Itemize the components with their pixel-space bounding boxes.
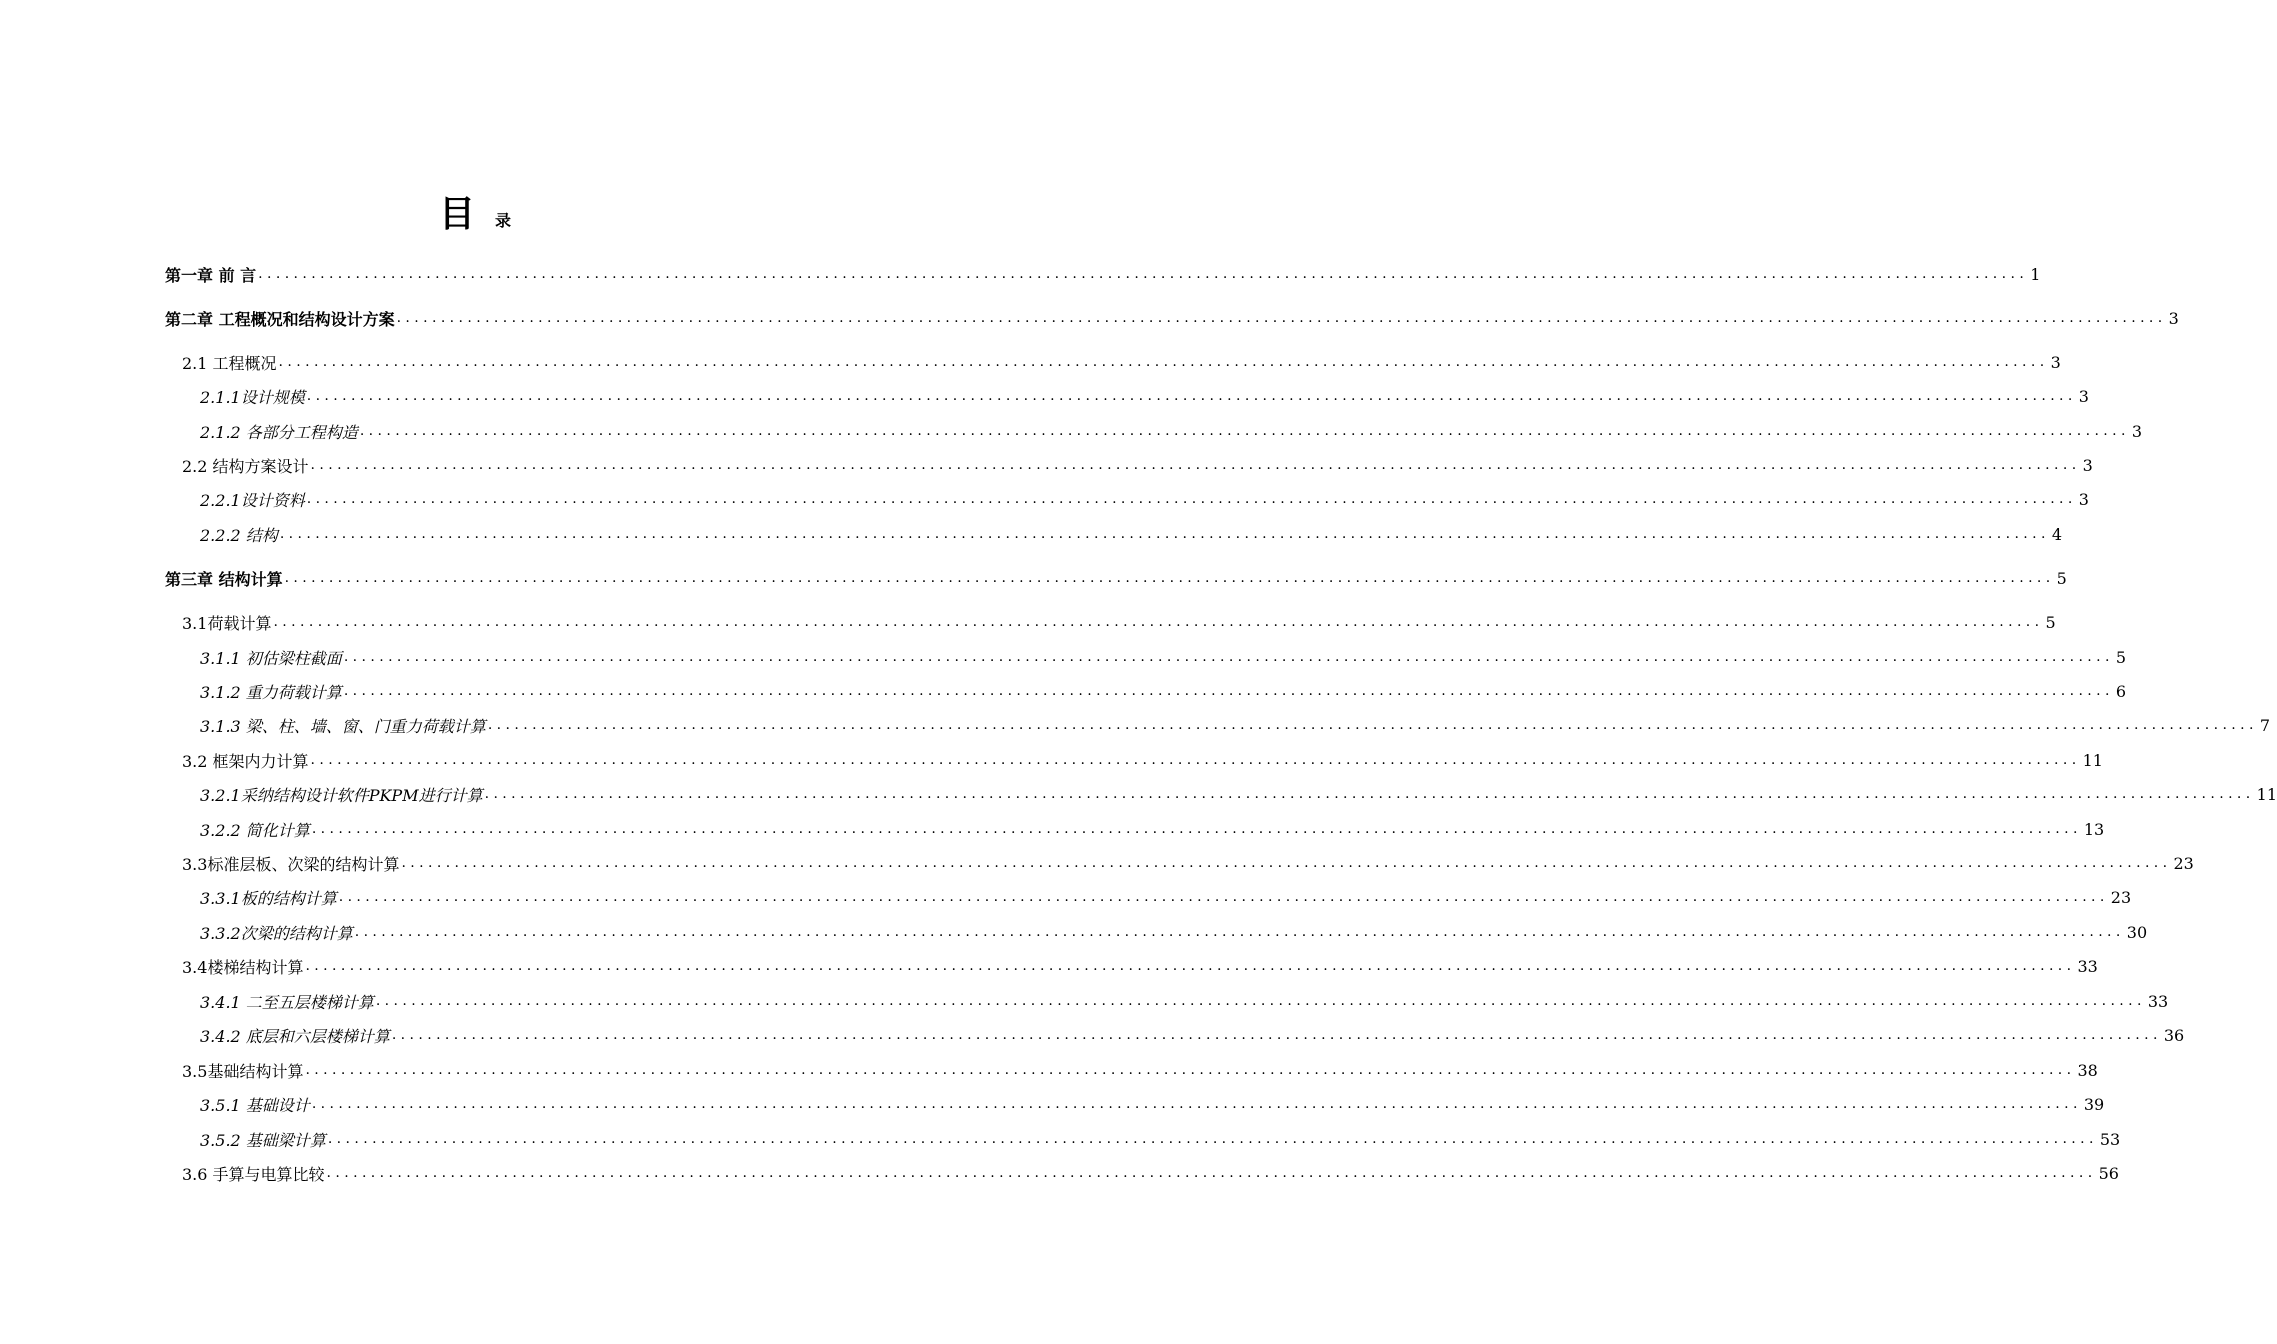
toc-entry[interactable] — [0, 350, 2061, 374]
toc-leader-dots: ........................................................................................................................................................................................................ — [305, 1062, 2076, 1078]
toc-leader-dots: ........................................................................................................................................................................................................ — [391, 1027, 2162, 1043]
toc-entry-page: 5 — [2045, 612, 2056, 632]
toc-leader-dots: ........................................................................................................................................................................................................ — [487, 717, 2258, 733]
toc-entry-label: 3.1.3 梁、柱、墙、窗、门重力荷载计算 — [200, 716, 486, 736]
toc-entry-page: 38 — [2077, 1060, 2098, 1080]
toc-leader-dots: ........................................................................................................................................................................................................ — [484, 786, 2255, 802]
toc-leader-dots: ........................................................................................................................................................................................................ — [310, 457, 2081, 473]
toc-entry-label: 2.2.2 结构 — [200, 525, 278, 545]
toc-entry[interactable] — [0, 1127, 2121, 1151]
toc-entry-label: 3.1荷载计算 — [182, 613, 272, 633]
toc-entry-label: 第一章 前 言 — [165, 265, 257, 285]
toc-entry-label: 2.2 结构方案设计 — [182, 456, 309, 476]
toc-entry-label: 3.3.1板的结构计算 — [200, 888, 337, 908]
toc-entry[interactable] — [0, 487, 2089, 511]
toc-entry-label: 3.2 框架内力计算 — [182, 751, 309, 771]
toc-entry-page: 33 — [2147, 991, 2169, 1011]
toc-entry[interactable] — [0, 1058, 2098, 1082]
toc-entry-page: 7 — [2259, 715, 2271, 735]
toc-entry-label: 3.5.2 基础梁计算 — [200, 1130, 326, 1150]
toc-entry-label: 3.3标准层板、次梁的结构计算 — [182, 854, 400, 874]
toc-entry-label: 3.6 手算与电算比较 — [182, 1164, 325, 1184]
toc-leader-dots: ........................................................................................................................................................................................................ — [306, 388, 2077, 404]
toc-entry-label: 第三章 结构计算 — [165, 569, 283, 589]
toc-entry[interactable] — [0, 1092, 2105, 1116]
toc-entry[interactable] — [0, 851, 2194, 875]
toc-leader-dots: ........................................................................................................................................................................................................ — [284, 570, 2055, 586]
toc-leader-dots: ........................................................................................................................................................................................................ — [258, 266, 2029, 282]
toc-entry[interactable] — [0, 713, 2271, 737]
toc-entry-page: 3 — [2078, 489, 2089, 509]
toc-entry-label: 3.2.1采纳结构设计软件PKPM进行计算 — [200, 785, 483, 805]
toc-leader-dots: ........................................................................................................................................................................................................ — [305, 958, 2076, 974]
toc-entry-page: 56 — [2098, 1163, 2119, 1183]
toc-entry-label: 第二章 工程概况和结构设计方案 — [165, 309, 395, 329]
toc-entry[interactable] — [0, 610, 2056, 634]
toc-entry[interactable] — [0, 989, 2169, 1013]
toc-leader-dots: ........................................................................................................................................................................................................ — [359, 423, 2130, 439]
toc-entry[interactable] — [0, 817, 2105, 841]
toc-leader-dots: ........................................................................................................................................................................................................ — [338, 889, 2109, 905]
toc-leader-dots: ........................................................................................................................................................................................................ — [327, 1131, 2098, 1147]
toc-entry-page: 3 — [2131, 421, 2143, 441]
toc-entry[interactable] — [0, 453, 2093, 477]
toc-entry-label: 3.2.2 简化计算 — [200, 820, 310, 840]
toc-entry-page: 3 — [2082, 455, 2093, 475]
toc-leader-dots: ........................................................................................................................................................................................................ — [310, 752, 2081, 768]
toc-entry-page: 11 — [2256, 784, 2277, 804]
toc-entry[interactable] — [0, 419, 2143, 443]
toc-entry-page: 13 — [2083, 819, 2105, 839]
toc-leader-dots: ........................................................................................................................................................................................................ — [354, 924, 2125, 940]
toc-leader-dots: ........................................................................................................................................................................................................ — [311, 821, 2082, 837]
toc-entry-page: 33 — [2077, 956, 2098, 976]
toc-entry-label: 3.4.2 底层和六层楼梯计算 — [200, 1026, 390, 1046]
toc-entry[interactable] — [0, 645, 2127, 669]
toc-entry-page: 5 — [2056, 568, 2067, 588]
toc-entry-label: 2.2.1设计资料 — [200, 490, 305, 510]
toc-entry-label: 3.5.1 基础设计 — [200, 1095, 310, 1115]
toc-entry-page: 6 — [2115, 681, 2127, 701]
toc-entry-label: 3.4.1 二至五层楼梯计算 — [200, 992, 374, 1012]
toc-entry[interactable] — [0, 954, 2098, 978]
toc-leader-dots: ........................................................................................................................................................................................................ — [326, 1165, 2097, 1181]
toc-entry[interactable] — [0, 748, 2103, 772]
toc-entry[interactable] — [0, 566, 2067, 590]
toc-entry-page: 39 — [2083, 1094, 2105, 1114]
toc-entry-label: 3.5基础结构计算 — [182, 1061, 304, 1081]
toc-entry-page: 1 — [2030, 264, 2041, 284]
toc-entry-page: 3 — [2168, 308, 2179, 328]
toc-entry-page: 5 — [2115, 647, 2127, 667]
toc-entry[interactable] — [0, 782, 2277, 806]
toc-leader-dots: ........................................................................................................................................................................................................ — [343, 683, 2114, 699]
toc-leader-dots: ........................................................................................................................................................................................................ — [343, 649, 2114, 665]
toc-entry-label: 3.1.2 重力荷载计算 — [200, 682, 342, 702]
toc-leader-dots: ........................................................................................................................................................................................................ — [375, 993, 2146, 1009]
toc-leader-dots: ........................................................................................................................................................................................................ — [279, 526, 2050, 542]
toc-leader-dots: ........................................................................................................................................................................................................ — [273, 614, 2044, 630]
toc-entry[interactable] — [0, 522, 2063, 546]
toc-entry-label: 2.1.1设计规模 — [200, 387, 305, 407]
toc-entry-page: 36 — [2163, 1025, 2185, 1045]
toc-entry[interactable] — [0, 262, 2041, 286]
toc-entry-page: 3 — [2078, 386, 2089, 406]
toc-entry-page: 23 — [2173, 853, 2194, 873]
toc-entry-page: 53 — [2099, 1129, 2121, 1149]
toc-leader-dots: ........................................................................................................................................................................................................ — [311, 1096, 2082, 1112]
toc-title-main: 目 — [438, 193, 475, 235]
toc-entry[interactable] — [0, 1161, 2119, 1185]
toc-entry-page: 23 — [2110, 887, 2132, 907]
toc-entry-page: 3 — [2050, 352, 2061, 372]
toc-leader-dots: ........................................................................................................................................................................................................ — [401, 855, 2172, 871]
toc-entry-label: 3.1.1 初估梁柱截面 — [200, 648, 342, 668]
toc-title — [0, 186, 950, 237]
toc-entry-page: 11 — [2082, 750, 2103, 770]
toc-leader-dots: ........................................................................................................................................................................................................ — [396, 310, 2167, 326]
toc-entry-label: 2.1.2 各部分工程构造 — [200, 422, 358, 442]
toc-entry[interactable] — [0, 384, 2089, 408]
toc-entry[interactable] — [0, 885, 2132, 909]
toc-entry-label: 3.3.2次梁的结构计算 — [200, 923, 353, 943]
toc-entry-label: 3.4楼梯结构计算 — [182, 957, 304, 977]
toc-leader-dots: ........................................................................................................................................................................................................ — [278, 354, 2049, 370]
toc-entry[interactable] — [0, 306, 2179, 330]
toc-entry[interactable] — [0, 920, 2148, 944]
toc-entry[interactable] — [0, 679, 2127, 703]
toc-entry-page: 4 — [2051, 524, 2063, 544]
toc-entry-label: 2.1 工程概况 — [182, 353, 277, 373]
toc-leader-dots: ........................................................................................................................................................................................................ — [306, 491, 2077, 507]
toc-entry-page: 30 — [2126, 922, 2148, 942]
toc-title-sub: 录 — [495, 211, 512, 230]
toc-entry[interactable] — [0, 1023, 2185, 1047]
